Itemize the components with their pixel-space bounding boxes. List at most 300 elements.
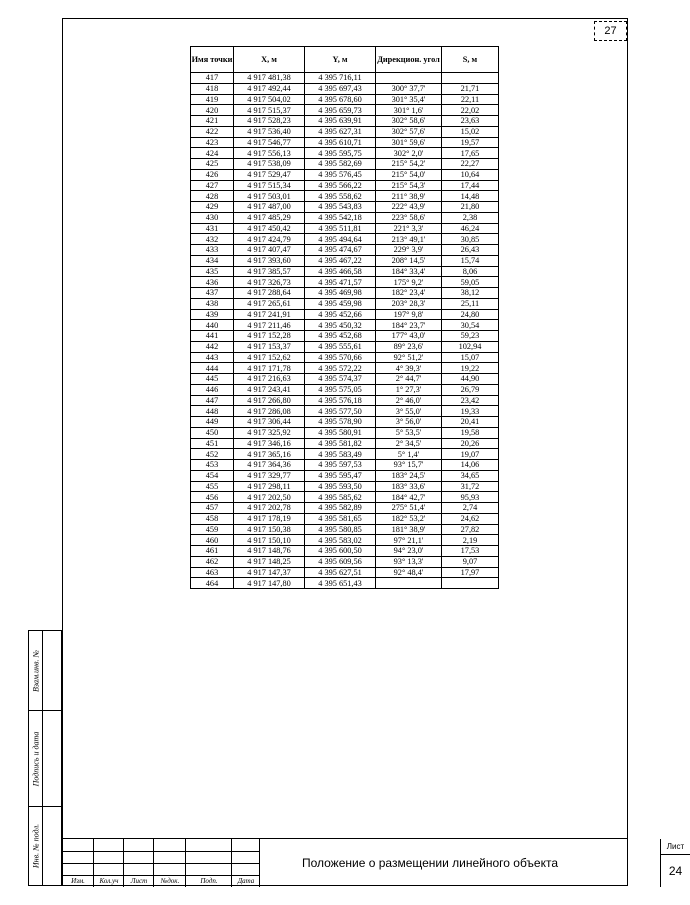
distance-cell: 19,57 (442, 137, 499, 148)
x-coordinate-cell: 4 917 538,09 (234, 159, 305, 170)
y-coordinate-cell: 4 395 466,58 (305, 266, 376, 277)
y-coordinate-cell: 4 395 585,62 (305, 492, 376, 503)
header-point-name: Имя точки (191, 47, 234, 73)
point-name-cell: 423 (191, 137, 234, 148)
x-coordinate-cell: 4 917 365,16 (234, 449, 305, 460)
x-coordinate-cell: 4 917 385,57 (234, 266, 305, 277)
distance-cell: 15,74 (442, 255, 499, 266)
y-coordinate-cell: 4 395 555,61 (305, 341, 376, 352)
point-name-cell: 430 (191, 212, 234, 223)
direction-angle-cell: 93° 13,3' (376, 556, 442, 567)
distance-cell: 30,85 (442, 234, 499, 245)
table-row (191, 503, 499, 514)
x-coordinate-cell: 4 917 424,79 (234, 234, 305, 245)
table-row (191, 191, 499, 202)
x-coordinate-cell: 4 917 346,16 (234, 438, 305, 449)
distance-cell: 26,43 (442, 245, 499, 256)
tb-header-date: Дата (237, 877, 255, 885)
distance-cell: 17,53 (442, 546, 499, 557)
point-name-cell: 422 (191, 126, 234, 137)
direction-angle-cell: 302° 2,0' (376, 148, 442, 159)
point-name-cell: 449 (191, 417, 234, 428)
tb-header-count: Кол.уч (99, 877, 119, 885)
distance-cell: 25,11 (442, 298, 499, 309)
direction-angle-cell: 302° 58,6' (376, 116, 442, 127)
point-name-cell: 429 (191, 202, 234, 213)
y-coordinate-cell: 4 395 543,83 (305, 202, 376, 213)
y-coordinate-cell: 4 395 576,45 (305, 169, 376, 180)
direction-angle-cell: 229° 3,9' (376, 245, 442, 256)
distance-cell: 95,93 (442, 492, 499, 503)
direction-angle-cell: 182° 53,2' (376, 513, 442, 524)
distance-cell: 21,80 (442, 202, 499, 213)
direction-angle-cell: 300° 37,7' (376, 83, 442, 94)
distance-cell: 22,27 (442, 159, 499, 170)
direction-angle-cell: 175° 9,2' (376, 277, 442, 288)
y-coordinate-cell: 4 395 572,22 (305, 363, 376, 374)
x-coordinate-cell: 4 917 306,44 (234, 417, 305, 428)
table-body (191, 73, 499, 589)
point-name-cell: 436 (191, 277, 234, 288)
x-coordinate-cell: 4 917 286,08 (234, 406, 305, 417)
table-row (191, 331, 499, 342)
distance-cell: 24,62 (442, 513, 499, 524)
x-coordinate-cell: 4 917 546,77 (234, 137, 305, 148)
table-row (191, 427, 499, 438)
direction-angle-cell: 301° 59,6' (376, 137, 442, 148)
y-coordinate-cell: 4 395 558,62 (305, 191, 376, 202)
table-row (191, 255, 499, 266)
point-name-cell: 456 (191, 492, 234, 503)
x-coordinate-cell: 4 917 325,92 (234, 427, 305, 438)
tb-header-doc: №док. (160, 877, 180, 885)
y-coordinate-cell: 4 395 597,53 (305, 460, 376, 471)
y-coordinate-cell: 4 395 639,91 (305, 116, 376, 127)
point-name-cell: 424 (191, 148, 234, 159)
x-coordinate-cell: 4 917 216,63 (234, 374, 305, 385)
point-name-cell: 438 (191, 298, 234, 309)
x-coordinate-cell: 4 917 450,42 (234, 223, 305, 234)
point-name-cell: 452 (191, 449, 234, 460)
point-name-cell: 447 (191, 395, 234, 406)
y-coordinate-cell: 4 395 716,11 (305, 73, 376, 84)
direction-angle-cell: 5° 1,4' (376, 449, 442, 460)
direction-angle-cell: 184° 42,7' (376, 492, 442, 503)
x-coordinate-cell: 4 917 153,37 (234, 341, 305, 352)
table-row (191, 481, 499, 492)
distance-cell: 44,90 (442, 374, 499, 385)
direction-angle-cell: 184° 33,4' (376, 266, 442, 277)
x-coordinate-cell: 4 917 288,64 (234, 288, 305, 299)
x-coordinate-cell: 4 917 329,77 (234, 470, 305, 481)
y-coordinate-cell: 4 395 600,50 (305, 546, 376, 557)
header-direction-angle: Дирекцион. угол (376, 47, 442, 73)
table-row (191, 94, 499, 105)
table-row (191, 105, 499, 116)
table-row (191, 363, 499, 374)
distance-cell: 17,44 (442, 180, 499, 191)
y-coordinate-cell: 4 395 452,66 (305, 309, 376, 320)
direction-angle-cell: 197° 9,8' (376, 309, 442, 320)
x-coordinate-cell: 4 917 515,34 (234, 180, 305, 191)
direction-angle-cell: 275° 51,4' (376, 503, 442, 514)
distance-cell (442, 73, 499, 84)
y-coordinate-cell: 4 395 627,31 (305, 126, 376, 137)
point-name-cell: 428 (191, 191, 234, 202)
table-row (191, 524, 499, 535)
table-row (191, 126, 499, 137)
table-row (191, 513, 499, 524)
y-coordinate-cell: 4 395 580,85 (305, 524, 376, 535)
distance-cell: 34,65 (442, 470, 499, 481)
document-title: Положение о размещении линейного объекта (301, 856, 559, 870)
direction-angle-cell: 89° 23,6' (376, 341, 442, 352)
y-coordinate-cell: 4 395 609,56 (305, 556, 376, 567)
distance-cell: 14,06 (442, 460, 499, 471)
direction-angle-cell: 203° 28,3' (376, 298, 442, 309)
y-coordinate-cell: 4 395 595,75 (305, 148, 376, 159)
point-name-cell: 439 (191, 309, 234, 320)
direction-angle-cell: 183° 33,6' (376, 481, 442, 492)
x-coordinate-cell: 4 917 148,76 (234, 546, 305, 557)
point-name-cell: 433 (191, 245, 234, 256)
y-coordinate-cell: 4 395 578,90 (305, 417, 376, 428)
direction-angle-cell: 4° 39,3' (376, 363, 442, 374)
point-name-cell: 453 (191, 460, 234, 471)
point-name-cell: 442 (191, 341, 234, 352)
y-coordinate-cell: 4 395 566,22 (305, 180, 376, 191)
table-row (191, 417, 499, 428)
table-row (191, 546, 499, 557)
x-coordinate-cell: 4 917 393,60 (234, 255, 305, 266)
table-row (191, 212, 499, 223)
distance-cell: 59,23 (442, 331, 499, 342)
x-coordinate-cell: 4 917 364,36 (234, 460, 305, 471)
distance-cell: 46,24 (442, 223, 499, 234)
table-row (191, 567, 499, 578)
table-cutoff (189, 825, 504, 831)
table-row (191, 73, 499, 84)
y-coordinate-cell: 4 395 581,82 (305, 438, 376, 449)
point-name-cell: 451 (191, 438, 234, 449)
table-row (191, 277, 499, 288)
point-name-cell: 427 (191, 180, 234, 191)
x-coordinate-cell: 4 917 211,46 (234, 320, 305, 331)
x-coordinate-cell: 4 917 241,91 (234, 309, 305, 320)
y-coordinate-cell: 4 395 583,49 (305, 449, 376, 460)
distance-cell: 21,71 (442, 83, 499, 94)
distance-cell: 9,07 (442, 556, 499, 567)
direction-angle-cell: 223° 58,6' (376, 212, 442, 223)
direction-angle-cell: 301° 1,6' (376, 105, 442, 116)
direction-angle-cell: 2° 34,5' (376, 438, 442, 449)
y-coordinate-cell: 4 395 459,98 (305, 298, 376, 309)
point-name-cell: 420 (191, 105, 234, 116)
point-name-cell: 454 (191, 470, 234, 481)
x-coordinate-cell: 4 917 147,80 (234, 578, 305, 589)
point-name-cell: 443 (191, 352, 234, 363)
x-coordinate-cell: 4 917 171,78 (234, 363, 305, 374)
table-row (191, 234, 499, 245)
point-name-cell: 450 (191, 427, 234, 438)
distance-cell: 20,41 (442, 417, 499, 428)
direction-angle-cell: 213° 49,1' (376, 234, 442, 245)
y-coordinate-cell: 4 395 450,32 (305, 320, 376, 331)
table-row (191, 492, 499, 503)
direction-angle-cell (376, 73, 442, 84)
table-row (191, 309, 499, 320)
y-coordinate-cell: 4 395 582,69 (305, 159, 376, 170)
x-coordinate-cell: 4 917 150,10 (234, 535, 305, 546)
y-coordinate-cell: 4 395 678,60 (305, 94, 376, 105)
direction-angle-cell: 5° 53,5' (376, 427, 442, 438)
distance-cell: 10,64 (442, 169, 499, 180)
distance-cell: 14,48 (442, 191, 499, 202)
point-name-cell: 455 (191, 481, 234, 492)
direction-angle-cell: 211° 38,9' (376, 191, 442, 202)
point-name-cell: 460 (191, 535, 234, 546)
y-coordinate-cell: 4 395 697,43 (305, 83, 376, 94)
header-x: X, м (234, 47, 305, 73)
sheet-box (660, 839, 690, 887)
distance-cell: 2,38 (442, 212, 499, 223)
table-row (191, 245, 499, 256)
point-name-cell: 448 (191, 406, 234, 417)
x-coordinate-cell: 4 917 492,44 (234, 83, 305, 94)
x-coordinate-cell: 4 917 528,23 (234, 116, 305, 127)
y-coordinate-cell: 4 395 494,64 (305, 234, 376, 245)
point-name-cell: 457 (191, 503, 234, 514)
point-name-cell: 421 (191, 116, 234, 127)
distance-cell: 19,07 (442, 449, 499, 460)
distance-cell: 8,06 (442, 266, 499, 277)
direction-angle-cell: 222° 43,9' (376, 202, 442, 213)
y-coordinate-cell: 4 395 574,37 (305, 374, 376, 385)
distance-cell: 19,33 (442, 406, 499, 417)
y-coordinate-cell: 4 395 577,50 (305, 406, 376, 417)
y-coordinate-cell: 4 395 659,73 (305, 105, 376, 116)
table-row (191, 266, 499, 277)
distance-cell (442, 578, 499, 589)
y-coordinate-cell: 4 395 595,47 (305, 470, 376, 481)
x-coordinate-cell: 4 917 407,47 (234, 245, 305, 256)
title-block (62, 838, 685, 886)
revision-grid (62, 839, 260, 887)
point-name-cell: 459 (191, 524, 234, 535)
direction-angle-cell: 221° 3,3' (376, 223, 442, 234)
side-label-original-inv: Инв. № подл. (31, 823, 40, 869)
x-coordinate-cell: 4 917 178,19 (234, 513, 305, 524)
point-name-cell: 426 (191, 169, 234, 180)
sheet-label: Лист (661, 839, 690, 855)
distance-cell: 59,05 (442, 277, 499, 288)
table-row (191, 298, 499, 309)
distance-cell: 26,79 (442, 384, 499, 395)
direction-angle-cell: 184° 23,7' (376, 320, 442, 331)
x-coordinate-cell: 4 917 529,47 (234, 169, 305, 180)
table-row (191, 341, 499, 352)
y-coordinate-cell: 4 395 583,02 (305, 535, 376, 546)
y-coordinate-cell: 4 395 627,51 (305, 567, 376, 578)
x-coordinate-cell: 4 917 487,00 (234, 202, 305, 213)
direction-angle-cell: 3° 56,0' (376, 417, 442, 428)
table-row (191, 137, 499, 148)
direction-angle-cell (376, 578, 442, 589)
direction-angle-cell: 215° 54,3' (376, 180, 442, 191)
tb-header-change: Изм. (71, 877, 85, 885)
header-distance: S, м (442, 47, 499, 73)
direction-angle-cell: 97° 21,1' (376, 535, 442, 546)
table-row (191, 578, 499, 589)
table-row (191, 556, 499, 567)
direction-angle-cell: 301° 35,4' (376, 94, 442, 105)
direction-angle-cell: 94° 23,0' (376, 546, 442, 557)
direction-angle-cell: 3° 55,0' (376, 406, 442, 417)
direction-angle-cell: 92° 48,4' (376, 567, 442, 578)
table-row (191, 384, 499, 395)
distance-cell: 2,74 (442, 503, 499, 514)
point-name-cell: 441 (191, 331, 234, 342)
direction-angle-cell: 181° 38,9' (376, 524, 442, 535)
distance-cell: 22,02 (442, 105, 499, 116)
x-coordinate-cell: 4 917 152,28 (234, 331, 305, 342)
point-name-cell: 461 (191, 546, 234, 557)
distance-cell: 24,80 (442, 309, 499, 320)
point-name-cell: 437 (191, 288, 234, 299)
point-name-cell: 464 (191, 578, 234, 589)
table-row (191, 288, 499, 299)
direction-angle-cell: 177° 43,0' (376, 331, 442, 342)
side-stamp (28, 630, 62, 886)
side-label-replace-inv: Взам.инв. № (31, 649, 40, 692)
point-name-cell: 445 (191, 374, 234, 385)
direction-angle-cell: 2° 44,7' (376, 374, 442, 385)
distance-cell: 102,94 (442, 341, 499, 352)
table-row (191, 223, 499, 234)
y-coordinate-cell: 4 395 581,65 (305, 513, 376, 524)
table-row (191, 460, 499, 471)
point-name-cell: 444 (191, 363, 234, 374)
table-row (191, 535, 499, 546)
point-name-cell: 435 (191, 266, 234, 277)
distance-cell: 15,02 (442, 126, 499, 137)
y-coordinate-cell: 4 395 467,22 (305, 255, 376, 266)
point-name-cell: 440 (191, 320, 234, 331)
distance-cell: 19,58 (442, 427, 499, 438)
direction-angle-cell: 2° 46,0' (376, 395, 442, 406)
table-row (191, 159, 499, 170)
direction-angle-cell: 208° 14,5' (376, 255, 442, 266)
point-name-cell: 418 (191, 83, 234, 94)
table-row (191, 374, 499, 385)
direction-angle-cell: 93° 15,7' (376, 460, 442, 471)
direction-angle-cell: 1° 27,3' (376, 384, 442, 395)
x-coordinate-cell: 4 917 148,25 (234, 556, 305, 567)
table-header-row (191, 47, 499, 73)
y-coordinate-cell: 4 395 452,68 (305, 331, 376, 342)
y-coordinate-cell: 4 395 580,91 (305, 427, 376, 438)
x-coordinate-cell: 4 917 147,37 (234, 567, 305, 578)
y-coordinate-cell: 4 395 582,89 (305, 503, 376, 514)
direction-angle-cell: 92° 51,2' (376, 352, 442, 363)
y-coordinate-cell: 4 395 576,18 (305, 395, 376, 406)
tb-header-sheet: Лист (130, 877, 148, 885)
distance-cell: 22,11 (442, 94, 499, 105)
table-row (191, 202, 499, 213)
x-coordinate-cell: 4 917 515,37 (234, 105, 305, 116)
table-row (191, 116, 499, 127)
y-coordinate-cell: 4 395 575,05 (305, 384, 376, 395)
table-row (191, 438, 499, 449)
x-coordinate-cell: 4 917 243,41 (234, 384, 305, 395)
point-name-cell: 432 (191, 234, 234, 245)
x-coordinate-cell: 4 917 481,38 (234, 73, 305, 84)
x-coordinate-cell: 4 917 298,11 (234, 481, 305, 492)
point-name-cell: 425 (191, 159, 234, 170)
distance-cell: 15,07 (442, 352, 499, 363)
x-coordinate-cell: 4 917 266,80 (234, 395, 305, 406)
sheet-number: 24 (668, 864, 683, 878)
table-row (191, 470, 499, 481)
distance-cell: 38,12 (442, 288, 499, 299)
distance-cell: 23,42 (442, 395, 499, 406)
x-coordinate-cell: 4 917 536,40 (234, 126, 305, 137)
distance-cell: 23,63 (442, 116, 499, 127)
distance-cell: 20,26 (442, 438, 499, 449)
table-row (191, 83, 499, 94)
point-name-cell: 458 (191, 513, 234, 524)
point-name-cell: 417 (191, 73, 234, 84)
table-row (191, 449, 499, 460)
table-row (191, 320, 499, 331)
point-name-cell: 446 (191, 384, 234, 395)
table-row (191, 406, 499, 417)
y-coordinate-cell: 4 395 471,57 (305, 277, 376, 288)
table-row (191, 395, 499, 406)
side-cell-original-inv (29, 807, 61, 885)
y-coordinate-cell: 4 395 542,18 (305, 212, 376, 223)
direction-angle-cell: 302° 57,6' (376, 126, 442, 137)
coordinates-table (190, 46, 499, 589)
direction-angle-cell: 183° 24,5' (376, 470, 442, 481)
x-coordinate-cell: 4 917 503,01 (234, 191, 305, 202)
direction-angle-cell: 182° 23,4' (376, 288, 442, 299)
distance-cell: 2,19 (442, 535, 499, 546)
x-coordinate-cell: 4 917 152,62 (234, 352, 305, 363)
side-label-signature-date: Подпись и дата (31, 731, 40, 786)
corner-sheet-number: 27 (594, 21, 627, 41)
y-coordinate-cell: 4 395 474,67 (305, 245, 376, 256)
tb-header-signature: Подп. (200, 877, 218, 885)
side-cell-signature-date (29, 711, 61, 807)
x-coordinate-cell: 4 917 504,02 (234, 94, 305, 105)
point-name-cell: 434 (191, 255, 234, 266)
y-coordinate-cell: 4 395 593,50 (305, 481, 376, 492)
distance-cell: 30,54 (442, 320, 499, 331)
distance-cell: 17,65 (442, 148, 499, 159)
table-row (191, 180, 499, 191)
point-name-cell: 462 (191, 556, 234, 567)
distance-cell: 27,82 (442, 524, 499, 535)
x-coordinate-cell: 4 917 202,50 (234, 492, 305, 503)
direction-angle-cell: 215° 54,0' (376, 169, 442, 180)
direction-angle-cell: 215° 54,2' (376, 159, 442, 170)
x-coordinate-cell: 4 917 326,73 (234, 277, 305, 288)
header-y: Y, м (305, 47, 376, 73)
y-coordinate-cell: 4 395 610,71 (305, 137, 376, 148)
y-coordinate-cell: 4 395 570,66 (305, 352, 376, 363)
y-coordinate-cell: 4 395 469,98 (305, 288, 376, 299)
